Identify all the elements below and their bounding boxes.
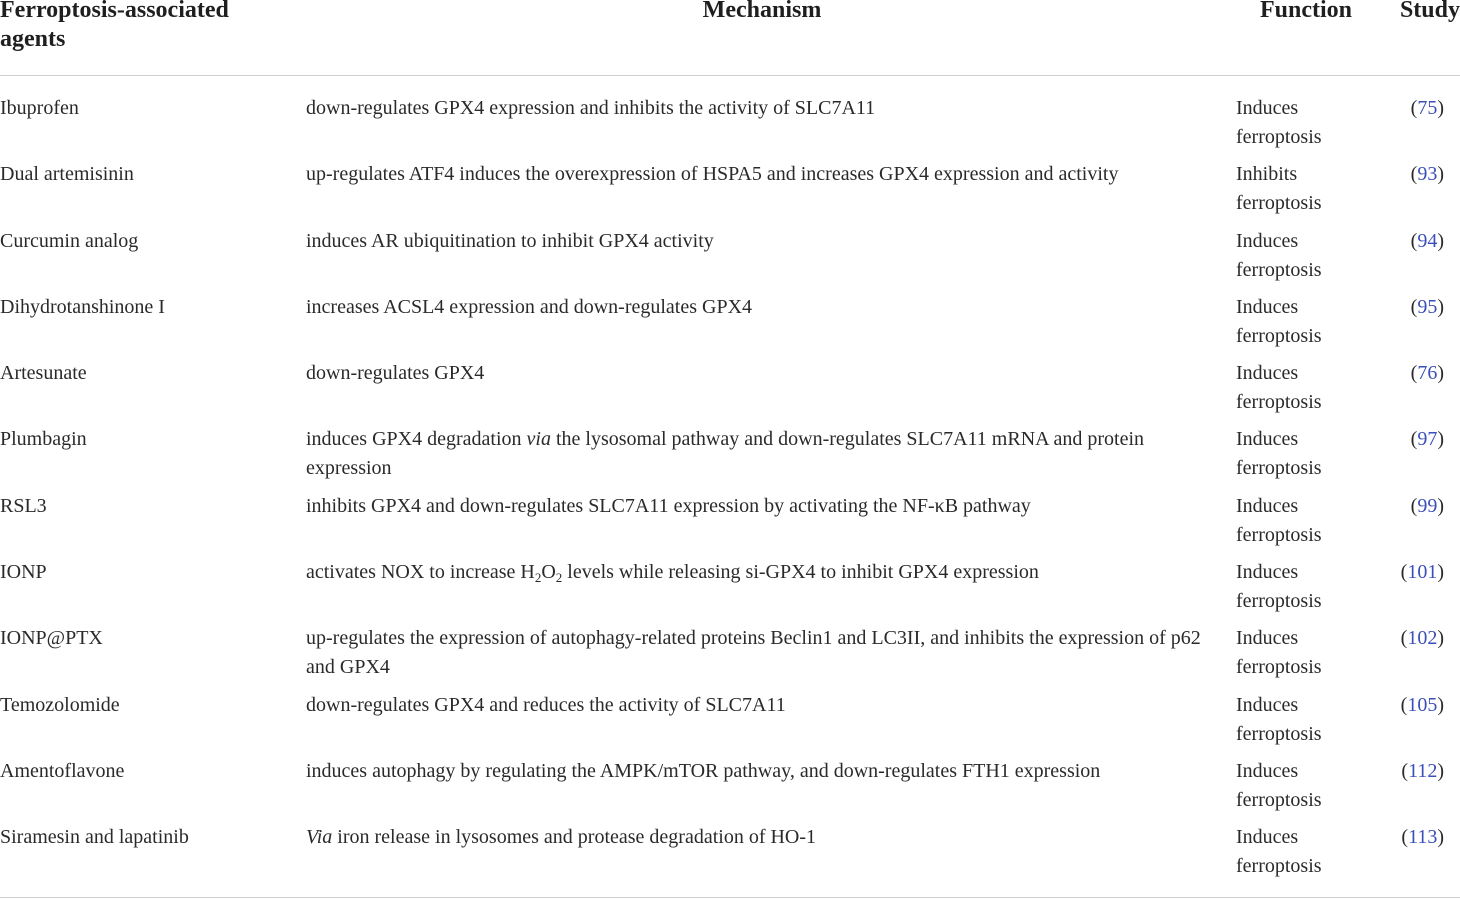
function-cell: Induces ferroptosis: [1236, 362, 1322, 414]
study-reference-link[interactable]: 94: [1417, 229, 1438, 252]
study-cell: (75): [1410, 97, 1444, 119]
study-cell: (102): [1400, 627, 1444, 650]
agent-cell: RSL3: [0, 494, 47, 517]
mechanism-cell: increases ACSL4 expression and down-regulates GPX4: [306, 295, 753, 318]
mechanism-cell: induces AR ubiquitination to inhibit GPX4 activity: [306, 229, 714, 252]
mechanism-text: induces GPX4 degradation: [306, 428, 527, 451]
study-cell: (76): [1410, 362, 1444, 385]
table-row: [0, 94, 1460, 160]
function-cell: Induces ferroptosis: [1236, 693, 1322, 745]
table-row: [0, 624, 1460, 690]
study-reference-link[interactable]: 112: [1408, 759, 1438, 782]
mechanism-cell: inhibits GPX4 and down-regulates SLC7A11 expression by activating the NF-κB pathway: [306, 494, 1031, 517]
column-header-study: Study: [1399, 0, 1460, 23]
table-row: [0, 293, 1460, 359]
agent-cell: Ibuprofen: [0, 97, 79, 119]
table-row: [0, 425, 1460, 491]
function-cell: Induces ferroptosis: [1236, 759, 1322, 811]
study-reference-link[interactable]: 76: [1417, 362, 1438, 385]
study-reference-link[interactable]: 113: [1408, 826, 1438, 849]
mechanism-italic-text: via: [526, 428, 551, 451]
mechanism-cell: [306, 823, 1216, 852]
study-cell: (101): [1400, 561, 1444, 584]
agent-cell: Amentoflavone: [0, 759, 125, 782]
study-reference-link[interactable]: 105: [1407, 693, 1438, 716]
study-cell: (112): [1401, 759, 1444, 782]
study-reference-link[interactable]: 102: [1407, 627, 1438, 650]
study-reference-link[interactable]: 95: [1417, 295, 1438, 318]
function-cell: Induces ferroptosis: [1236, 627, 1322, 679]
table-bottom-rule: [0, 897, 1460, 898]
mechanism-italic-text: Via: [306, 826, 333, 849]
agent-cell: Siramesin and lapatinib: [0, 826, 189, 849]
table-row: [0, 691, 1460, 757]
agent-cell: Curcumin analog: [0, 229, 139, 252]
mechanism-text: activates NOX to increase H: [306, 561, 535, 584]
subscript: 2: [534, 570, 542, 586]
agent-cell: IONP: [0, 561, 47, 584]
study-reference-link[interactable]: 93: [1417, 163, 1438, 186]
table-row: [0, 558, 1460, 624]
study-reference-link[interactable]: 75: [1417, 97, 1438, 119]
function-cell: Induces ferroptosis: [1236, 428, 1322, 480]
table-body: [0, 94, 1460, 890]
agent-cell: IONP@PTX: [0, 627, 103, 650]
table-header: [0, 0, 1460, 76]
study-cell: (97): [1410, 428, 1444, 451]
study-cell: (95): [1410, 295, 1444, 318]
mechanism-cell: [306, 425, 1216, 483]
function-cell: Induces ferroptosis: [1236, 295, 1322, 347]
mechanism-cell: induces autophagy by regulating the AMPK/mTOR pathway, and down-regulates FTH1 expression: [306, 759, 1101, 782]
study-reference-link[interactable]: 101: [1407, 561, 1438, 584]
study-reference-link[interactable]: 97: [1417, 428, 1438, 451]
table-row: [0, 160, 1460, 226]
table-row: [0, 492, 1460, 558]
mechanism-text: levels while releasing si-GPX4 to inhibit GPX4 expression: [562, 561, 1039, 584]
table-row: [0, 227, 1460, 293]
study-cell: (99): [1410, 494, 1444, 517]
agent-cell: Artesunate: [0, 362, 87, 385]
agent-cell: Dihydrotanshinone I: [0, 295, 165, 318]
agent-cell: Dual artemisinin: [0, 163, 134, 186]
mechanism-cell: [306, 558, 1216, 587]
function-cell: Induces ferroptosis: [1236, 97, 1322, 148]
mechanism-cell: down-regulates GPX4 and reduces the activity of SLC7A11: [306, 693, 786, 716]
column-header-mechanism: Mechanism: [702, 0, 822, 23]
function-cell: Induces ferroptosis: [1236, 561, 1322, 613]
column-header-function: Function: [1259, 0, 1352, 23]
function-cell: Induces ferroptosis: [1236, 494, 1322, 546]
mechanism-cell: down-regulates GPX4: [306, 362, 485, 385]
mechanism-cell: up-regulates ATF4 induces the overexpression of HSPA5 and increases GPX4 expression and activity: [306, 163, 1119, 186]
table-row: [0, 823, 1460, 889]
subscript: 2: [555, 570, 563, 586]
function-cell: Induces ferroptosis: [1236, 826, 1322, 878]
function-cell: Induces ferroptosis: [1236, 229, 1322, 281]
mechanism-cell: up-regulates the expression of autophagy-related proteins Beclin1 and LC3II, and inhibits the expression of p62 and GPX4: [306, 627, 1201, 679]
mechanism-cell: down-regulates GPX4 expression and inhibits the activity of SLC7A11: [306, 97, 876, 119]
agent-cell: Temozolomide: [0, 693, 120, 716]
mechanism-text: iron release in lysosomes and protease degradation of HO-1: [332, 826, 817, 849]
table-row: [0, 757, 1460, 823]
mechanism-text: the lysosomal pathway and down-regulates SLC7A11 mRNA and protein expression: [306, 428, 1145, 480]
study-cell: (105): [1400, 693, 1444, 716]
agent-cell: Plumbagin: [0, 428, 87, 451]
study-cell: (93): [1410, 163, 1444, 186]
column-header-agent: Ferroptosis-associated agents: [0, 0, 229, 52]
function-cell: Inhibits ferroptosis: [1236, 163, 1322, 215]
study-cell: (94): [1410, 229, 1444, 252]
study-reference-link[interactable]: 99: [1417, 494, 1438, 517]
table-row: [0, 359, 1460, 425]
study-cell: (113): [1401, 826, 1444, 849]
mechanism-text: O: [541, 561, 556, 584]
